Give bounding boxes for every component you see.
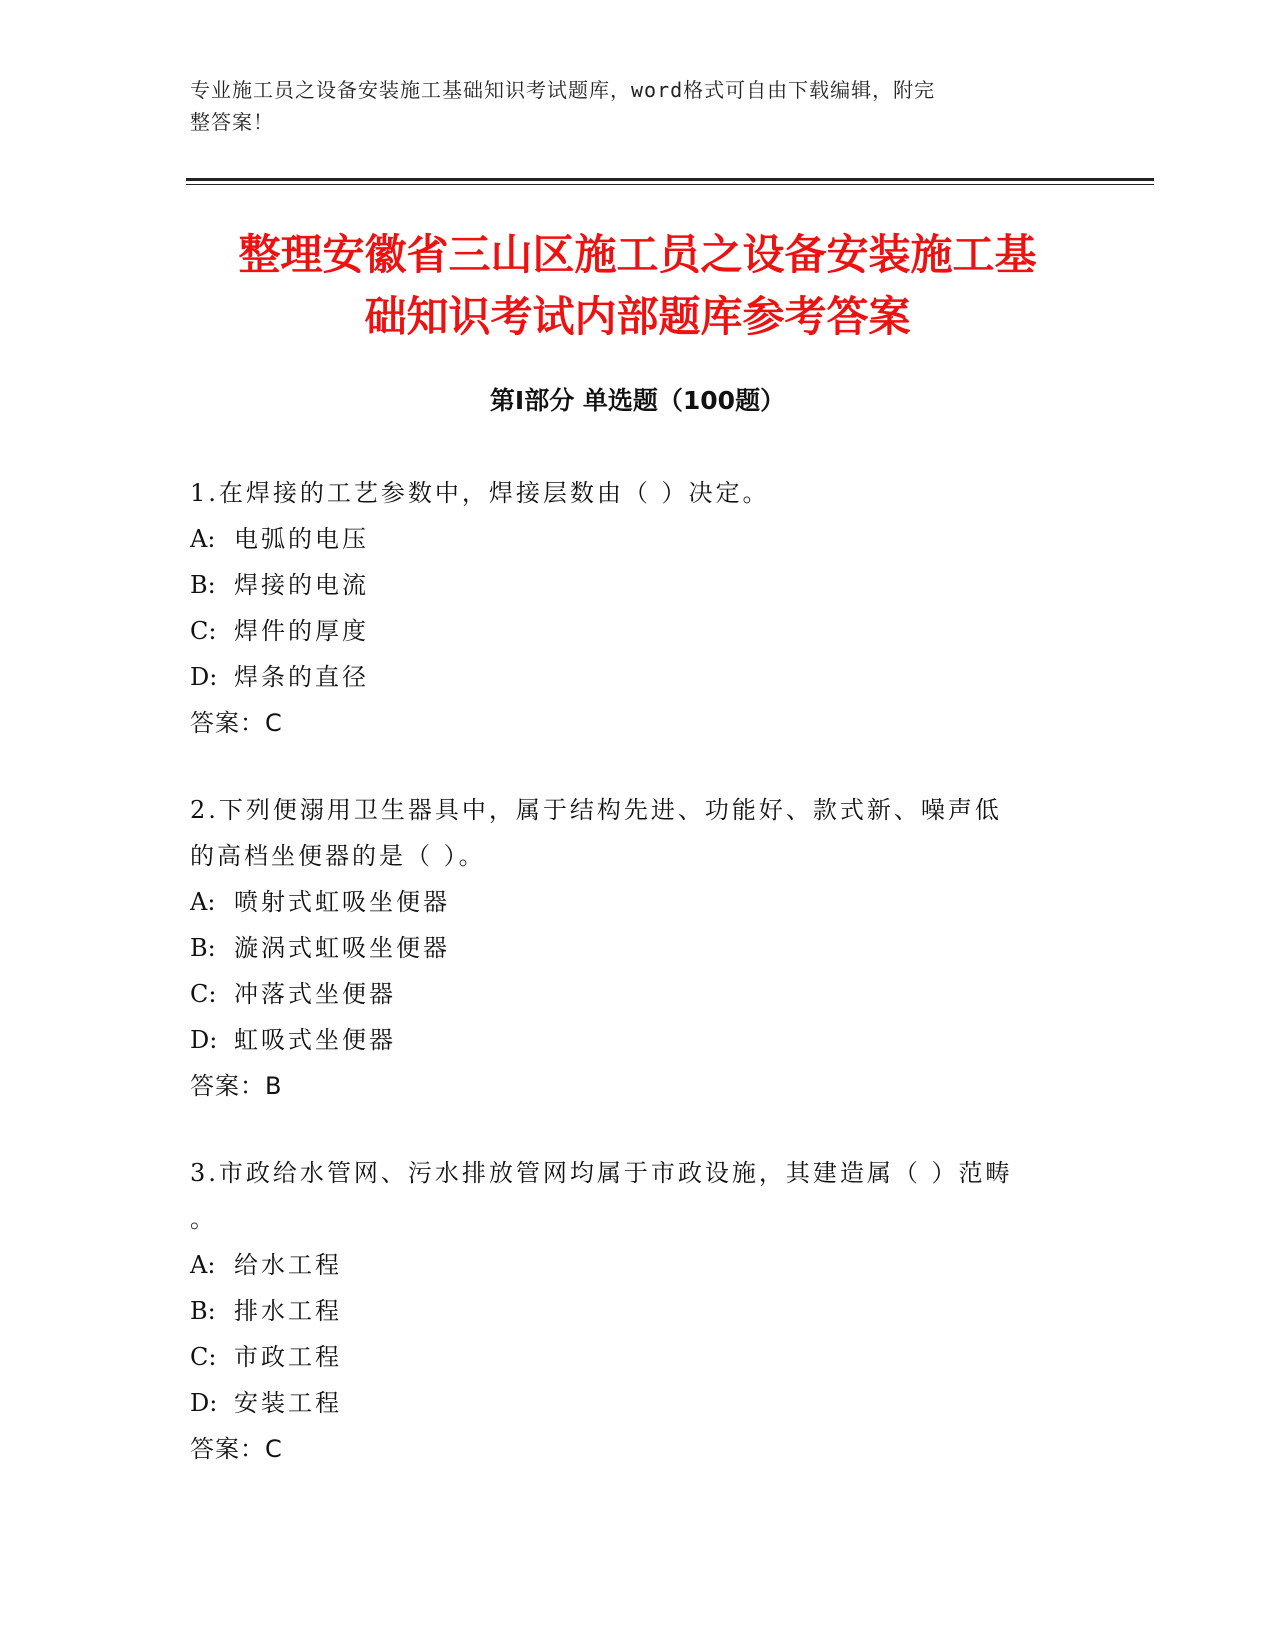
option-letter: B: [190, 1297, 216, 1325]
option-letter: A: [190, 888, 216, 916]
option-text: 市政工程 [234, 1343, 342, 1371]
question-2 [190, 787, 1090, 1109]
answer-line: 答案：C [190, 709, 283, 737]
question-stem-line-1: 1.在焊接的工艺参数中，焊接层数由（ ）决定。 [190, 479, 770, 507]
answer-line: 答案：C [190, 1435, 283, 1463]
option-letter: C: [190, 1343, 217, 1371]
option-d [190, 1380, 1090, 1426]
question-3 [190, 1150, 1090, 1472]
option-text: 虹吸式坐便器 [234, 1026, 396, 1054]
option-a [190, 1242, 1090, 1288]
option-text: 排水工程 [234, 1297, 342, 1325]
option-a [190, 879, 1090, 925]
option-b [190, 925, 1090, 971]
option-letter: A: [190, 1251, 216, 1279]
option-text: 漩涡式虹吸坐便器 [234, 934, 450, 962]
option-letter: D: [190, 1389, 218, 1417]
option-text: 焊件的厚度 [234, 617, 369, 645]
question-stem-line-1: 3.市政给水管网、污水排放管网均属于市政设施，其建造属（ ）范畴 [190, 1159, 1013, 1187]
section-heading: 第Ⅰ部分 单选题（100题） [489, 386, 786, 415]
option-d [190, 654, 1090, 700]
option-text: 安装工程 [234, 1389, 342, 1417]
option-letter: A: [190, 525, 216, 553]
option-b [190, 562, 1090, 608]
option-c [190, 1334, 1090, 1380]
option-b [190, 1288, 1090, 1334]
question-stem-line-2: 的高档坐便器的是（ ）。 [190, 842, 486, 870]
document-title-line-2: 础知识考试内部题库参考答案 [364, 292, 911, 341]
document-title-line-1: 整理安徽省三山区施工员之设备安装施工基 [238, 230, 1037, 279]
option-letter: D: [190, 663, 218, 691]
header-divider-thin [186, 184, 1154, 185]
header-note-line-1: 专业施工员之设备安装施工基础知识考试题库，word格式可自由下载编辑，附完 [190, 78, 936, 102]
header-note [190, 74, 1070, 138]
option-letter: C: [190, 617, 217, 645]
option-letter: C: [190, 980, 217, 1008]
question-stem-line-2: 。 [190, 1205, 217, 1233]
option-c [190, 608, 1090, 654]
option-letter: B: [190, 571, 216, 599]
option-c [190, 971, 1090, 1017]
header-divider-thick [186, 178, 1154, 181]
option-letter: B: [190, 934, 216, 962]
option-text: 电弧的电压 [234, 525, 369, 553]
option-text: 喷射式虹吸坐便器 [234, 888, 450, 916]
question-list [190, 470, 1090, 1513]
answer-line: 答案：B [190, 1072, 283, 1100]
option-text: 焊接的电流 [234, 571, 369, 599]
option-d [190, 1017, 1090, 1063]
option-letter: D: [190, 1026, 218, 1054]
option-text: 给水工程 [234, 1251, 342, 1279]
option-a [190, 516, 1090, 562]
option-text: 冲落式坐便器 [234, 980, 396, 1008]
option-text: 焊条的直径 [234, 663, 369, 691]
header-note-line-2: 整答案！ [190, 110, 274, 134]
question-stem-line-1: 2.下列便溺用卫生器具中，属于结构先进、功能好、款式新、噪声低 [190, 796, 1002, 824]
document-title [160, 224, 1115, 348]
question-1 [190, 470, 1090, 746]
